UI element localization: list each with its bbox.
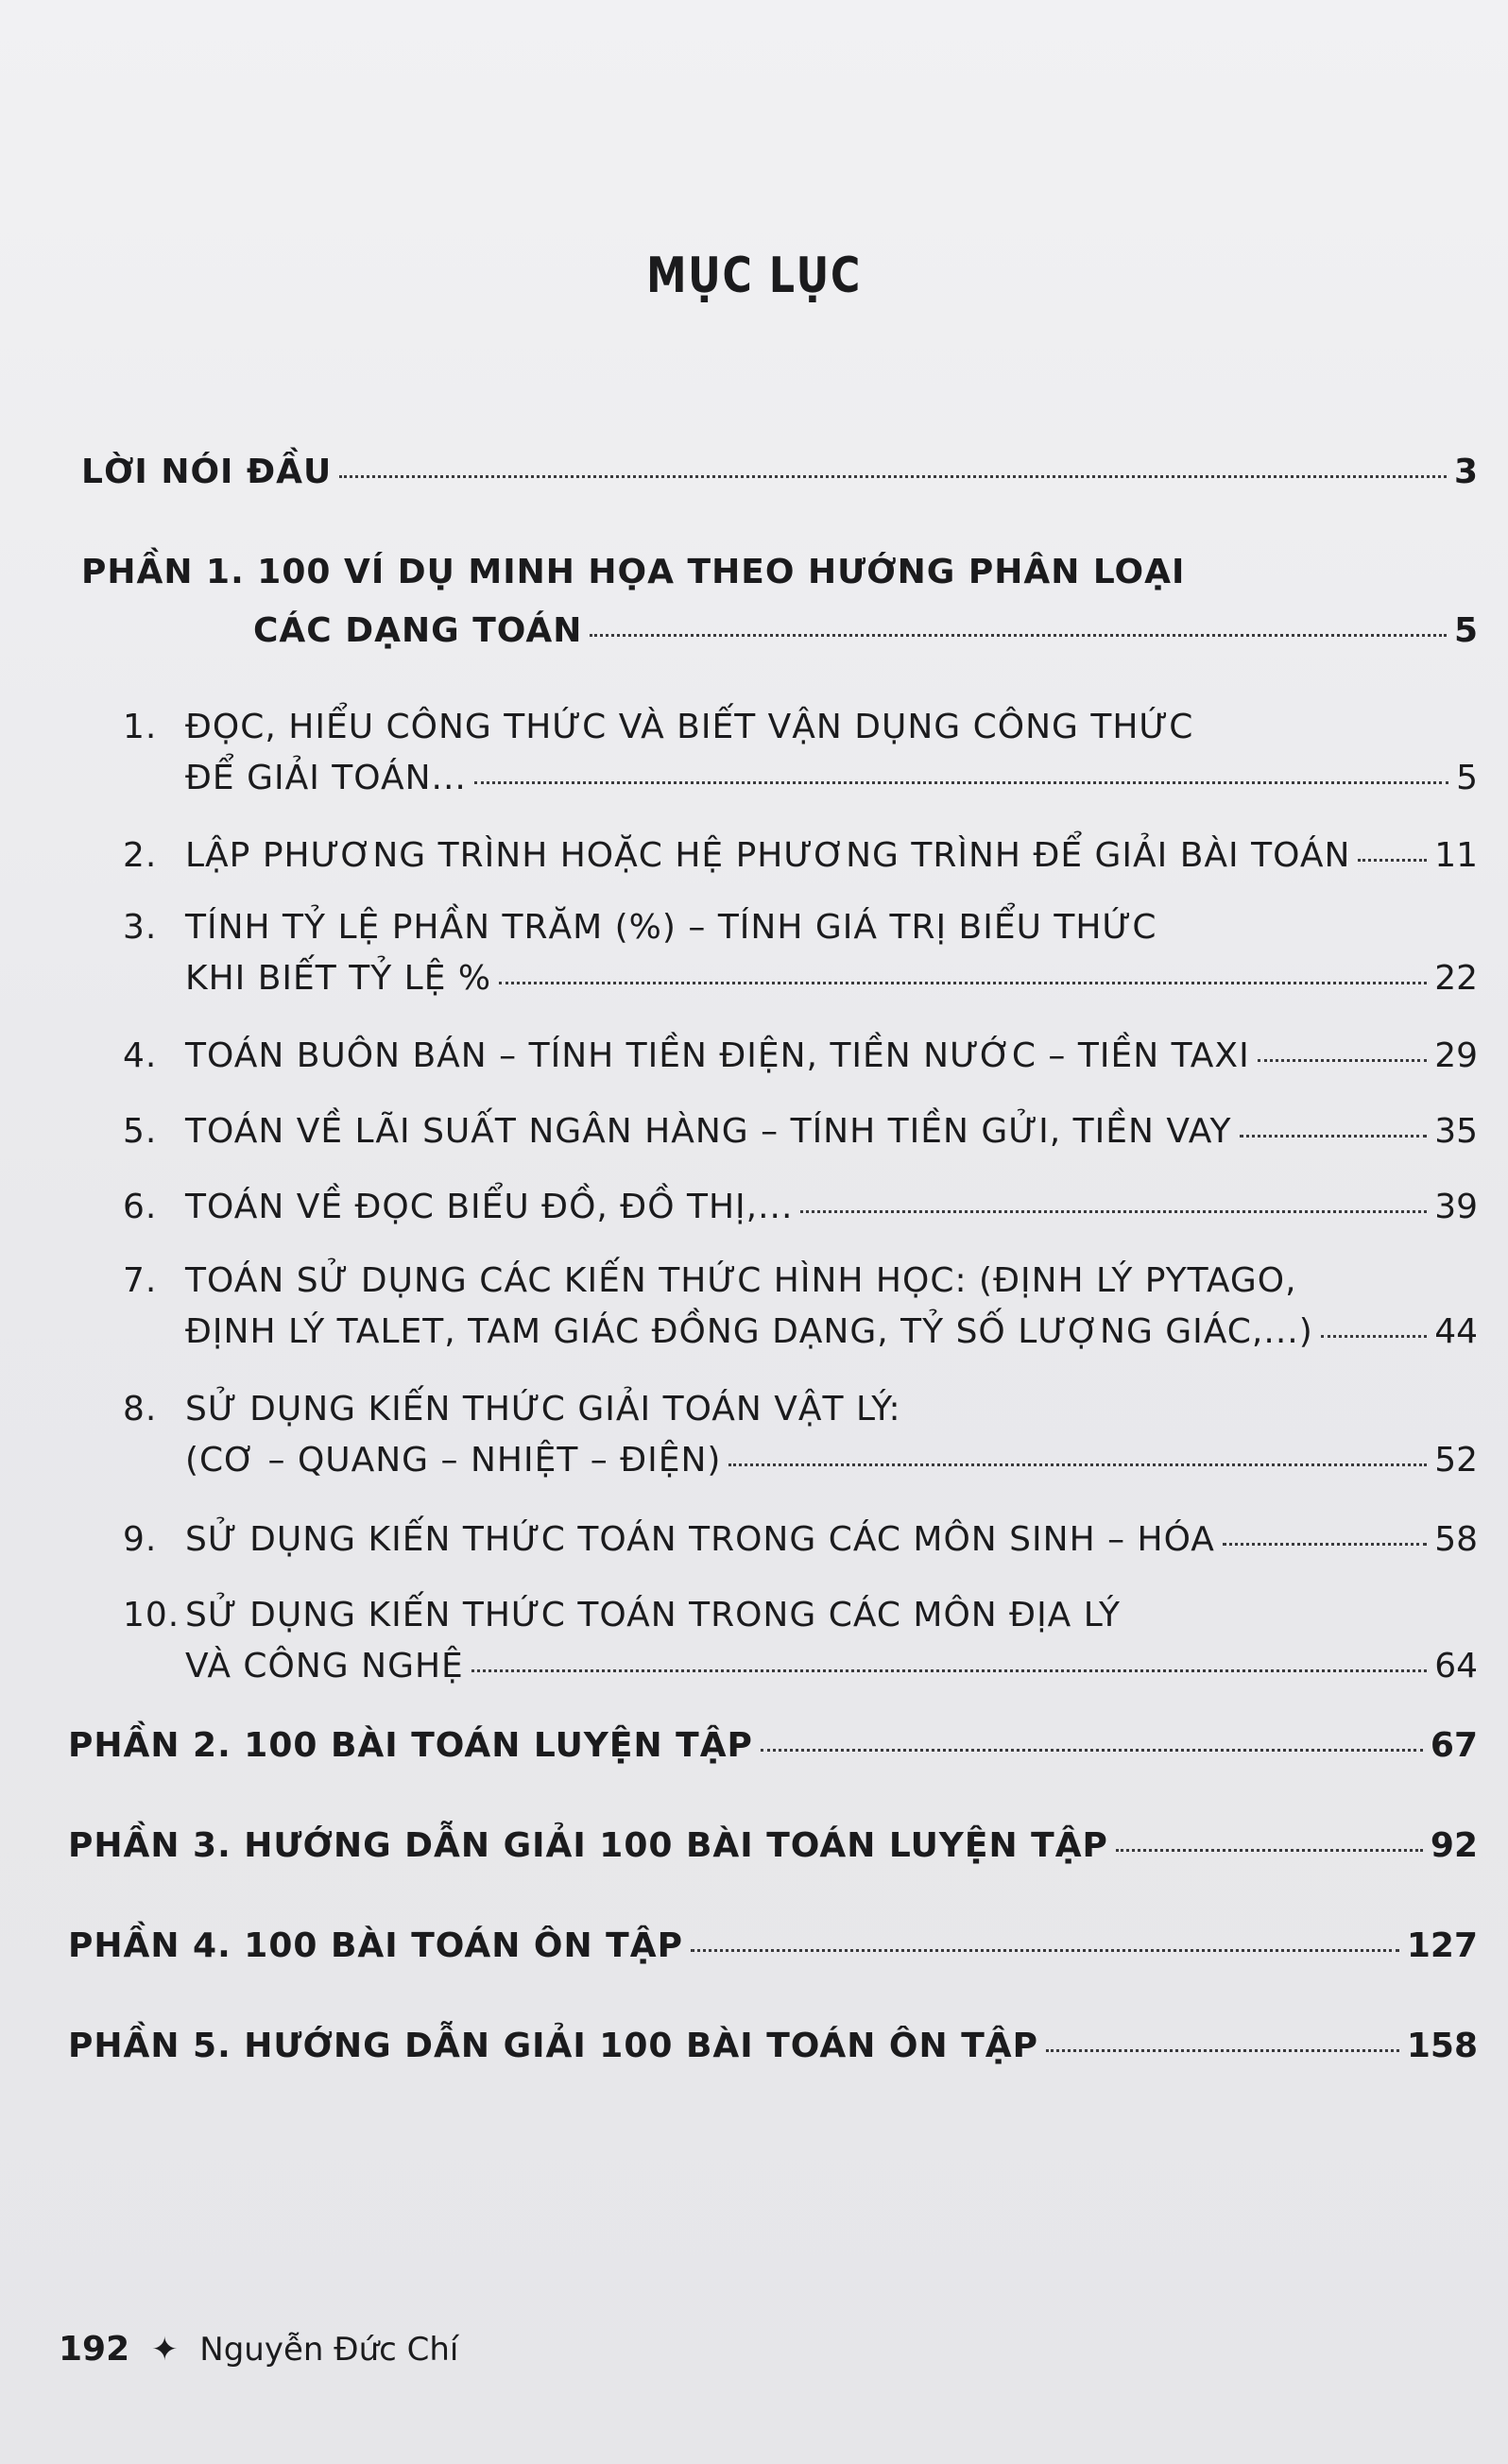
toc-item-label: SỬ DỤNG KIẾN THỨC TOÁN TRONG CÁC MÔN ĐỊA LÝ <box>185 1596 1122 1634</box>
toc-entry-label: PHẦN 3. HƯỚNG DẪN GIẢI 100 BÀI TOÁN LUYỆN TẬP <box>68 1826 1108 1865</box>
toc-item-number: 5. <box>123 1112 158 1151</box>
dot-leader <box>1046 2049 1399 2052</box>
toc-page-number: 35 <box>1434 1112 1478 1151</box>
toc-item-label: TOÁN BUÔN BÁN – TÍNH TIỀN ĐIỆN, TIỀN NƯỚC – TIỀN TAXI <box>185 1036 1250 1075</box>
toc-page-number: 67 <box>1430 1726 1478 1765</box>
toc-item-10 <box>123 1596 1478 1685</box>
footer-page-number: 192 <box>59 2330 130 2369</box>
star-separator-icon: ✦ <box>150 2331 179 2369</box>
toc-item-label-cont: KHI BIẾT TỶ LỆ % <box>185 959 492 998</box>
toc-page-number: 127 <box>1406 1926 1478 1965</box>
toc-item-label: SỬ DỤNG KIẾN THỨC TOÁN TRONG CÁC MÔN SINH – HÓA <box>185 1520 1215 1559</box>
toc-entry-part3 <box>68 1826 1478 1865</box>
toc-entry-part2 <box>68 1726 1478 1765</box>
toc-entry-label: PHẦN 4. 100 BÀI TOÁN ÔN TẬP <box>68 1926 683 1965</box>
toc-page-number: 92 <box>1430 1826 1478 1865</box>
toc-item-1 <box>123 710 1478 796</box>
toc-page-number: 5 <box>1453 611 1478 650</box>
dot-leader <box>474 781 1448 784</box>
toc-item-label: TOÁN VỀ ĐỌC BIỂU ĐỒ, ĐỒ THỊ,... <box>185 1188 794 1226</box>
toc-item-number: 1. <box>123 708 158 746</box>
toc-item-label-cont: ĐỂ GIẢI TOÁN... <box>185 759 467 797</box>
toc-item-number: 3. <box>123 908 158 947</box>
dot-leader <box>761 1749 1423 1752</box>
dot-leader <box>800 1210 1427 1213</box>
toc-page-number: 64 <box>1434 1647 1478 1685</box>
toc-item-number: 4. <box>123 1036 158 1075</box>
toc-item-2 <box>123 836 1478 875</box>
toc-item-number: 9. <box>123 1520 158 1559</box>
toc-item-label-cont: VÀ CÔNG NGHỆ <box>185 1647 464 1685</box>
toc-item-number: 10. <box>123 1596 180 1634</box>
toc-page-number: 5 <box>1456 759 1478 797</box>
toc-item-number: 6. <box>123 1188 158 1226</box>
toc-item-label: TOÁN SỬ DỤNG CÁC KIẾN THỨC HÌNH HỌC: (ĐỊNH LÝ PYTAGO, <box>185 1261 1297 1300</box>
dot-leader <box>1258 1059 1427 1062</box>
toc-item-7 <box>123 1261 1478 1351</box>
toc-item-label: TOÁN VỀ LÃI SUẤT NGÂN HÀNG – TÍNH TIỀN GỬI, TIỀN VAY <box>185 1112 1232 1151</box>
toc-entry-label: PHẦN 2. 100 BÀI TOÁN LUYỆN TẬP <box>68 1726 753 1765</box>
dot-leader <box>1116 1849 1423 1852</box>
dot-leader <box>691 1949 1399 1952</box>
dot-leader <box>1358 859 1427 862</box>
toc-entry-label: PHẦN 1. 100 VÍ DỤ MINH HỌA THEO HƯỚNG PHÂN LOẠI <box>81 553 1186 591</box>
toc-page-number: 11 <box>1434 836 1478 875</box>
toc-item-label-cont: ĐỊNH LÝ TALET, TAM GIÁC ĐỒNG DẠNG, TỶ SỐ LƯỢNG GIÁC,...) <box>185 1312 1313 1351</box>
dot-leader <box>590 634 1447 637</box>
toc-page-number: 52 <box>1434 1441 1478 1480</box>
toc-item-3 <box>123 908 1478 998</box>
toc-item-label: TÍNH TỶ LỆ PHẦN TRĂM (%) – TÍNH GIÁ TRỊ BIỂU THỨC <box>185 908 1157 947</box>
toc-item-8 <box>123 1390 1478 1480</box>
toc-item-label: SỬ DỤNG KIẾN THỨC GIẢI TOÁN VẬT LÝ: <box>185 1390 901 1429</box>
toc-item-number: 8. <box>123 1390 158 1429</box>
toc-entry-label: LỜI NÓI ĐẦU <box>81 453 333 491</box>
toc-item-6 <box>123 1190 1478 1224</box>
page-footer <box>59 2330 458 2369</box>
dot-leader <box>471 1669 1427 1672</box>
toc-page-number: 22 <box>1434 959 1478 998</box>
toc-item-label: ĐỌC, HIỂU CÔNG THỨC VÀ BIẾT VẬN DỤNG CÔNG THỨC <box>185 708 1194 746</box>
toc-entry-part4 <box>68 1926 1478 1965</box>
toc-page-number: 3 <box>1453 453 1478 491</box>
toc-entry-preface <box>81 455 1478 489</box>
dot-leader <box>728 1463 1427 1466</box>
dot-leader <box>339 475 1447 478</box>
dot-leader <box>499 982 1427 984</box>
toc-entry-part1 <box>81 553 1478 650</box>
toc-entry-label: PHẦN 5. HƯỚNG DẪN GIẢI 100 BÀI TOÁN ÔN TẬP <box>68 2027 1038 2065</box>
dot-leader <box>1223 1543 1427 1546</box>
toc-page-number: 58 <box>1434 1520 1478 1559</box>
dot-leader <box>1240 1135 1428 1138</box>
toc-page-number: 29 <box>1434 1036 1478 1075</box>
footer-author: Nguyễn Đức Chí <box>199 2331 459 2369</box>
toc-item-label: LẬP PHƯƠNG TRÌNH HOẶC HỆ PHƯƠNG TRÌNH ĐỂ GIẢI BÀI TOÁN <box>185 836 1351 875</box>
toc-page-number: 39 <box>1434 1188 1478 1226</box>
toc-page-number: 44 <box>1434 1312 1478 1351</box>
toc-item-label-cont: (CƠ – QUANG – NHIỆT – ĐIỆN) <box>185 1441 722 1480</box>
toc-page-number: 158 <box>1406 2027 1478 2065</box>
toc-item-5 <box>123 1112 1478 1151</box>
dot-leader <box>1321 1335 1427 1338</box>
page-title: MỤC LỤC <box>646 248 862 304</box>
toc-item-number: 7. <box>123 1261 158 1300</box>
toc-item-9 <box>123 1520 1478 1559</box>
toc-entry-part5 <box>68 2029 1478 2063</box>
toc-item-number: 2. <box>123 836 158 875</box>
toc-entry-label-cont: CÁC DẠNG TOÁN <box>253 611 583 650</box>
toc-item-4 <box>123 1036 1478 1075</box>
